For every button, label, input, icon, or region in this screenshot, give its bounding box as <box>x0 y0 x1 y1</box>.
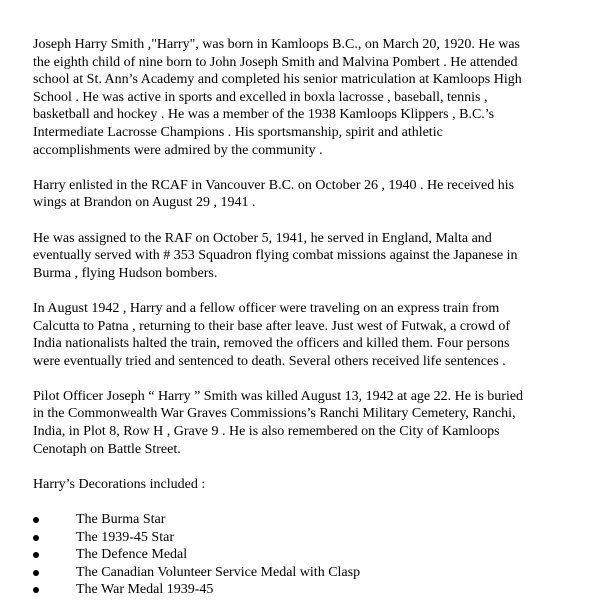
list-item <box>33 581 583 599</box>
decoration-label: The Burma Star <box>76 512 166 528</box>
document-body <box>33 36 583 599</box>
list-item <box>33 529 583 547</box>
decoration-label: The War Medal 1939-45 <box>76 582 214 598</box>
bullet-icon <box>33 570 39 576</box>
paragraph-burial: Pilot Officer Joseph “ Harry ” Smith was killed August 13, 1942 at age 22. He is buried in the Commonwealth War Graves Commissions’s Ranchi Military Cemetery, Ranchi, India, in Plot 8, Row H , Grave 9 . He is also remembered on the City of Kamloops Cenotaph on Battle Street. <box>33 388 524 457</box>
decoration-label: The 1939-45 Star <box>76 529 174 545</box>
decorations-list <box>33 511 583 599</box>
bullet-icon <box>33 517 39 523</box>
decoration-label: The Canadian Volunteer Service Medal with Clasp <box>76 564 361 580</box>
paragraph-enlistment: Harry enlisted in the RCAF in Vancouver B.C. on October 26 , 1940 . He received his wings at Brandon on August 29 , 1941 . <box>33 177 515 211</box>
bullet-icon <box>33 587 39 593</box>
paragraph-decorations-intro: Harry’s Decorations included : <box>33 476 206 492</box>
list-item <box>33 564 583 582</box>
decoration-label: The Defence Medal <box>76 547 188 563</box>
list-item <box>33 511 583 529</box>
paragraph-raf-service: He was assigned to the RAF on October 5, 1941, he served in England, Malta and eventually served with # 353 Squadron flying combat missions against the Japanese in Burma , flying Hudson bombers. <box>33 230 518 281</box>
paragraph-train-incident: In August 1942 , Harry and a fellow officer were traveling on an express train from Calcutta to Patna , returning to their base after leave. Just west of Futwak, a crowd of India nationalists halted the train, removed the officers and killed them. Four persons were eventually tried and sentenced to death. Several others received life sentences . <box>33 300 511 369</box>
paragraph-biography: Joseph Harry Smith ,"Harry", was born in Kamloops B.C., on March 20, 1920. He was the eighth child of nine born to John Joseph Smith and Malvina Pombert . He attended school at St. Ann’s Academy and completed his senior matriculation at Kamloops High School . He was active in sports and excelled in boxla lacrosse , baseball, tennis , basketball and hockey . He was a member of the 1938 Kamloops Klippers , B.C.’s Intermediate Lacrosse Champions . His sportsmanship, spirit and athletic accomplishments were admired by the community . <box>33 37 522 158</box>
bullet-icon <box>33 552 39 558</box>
list-item <box>33 546 583 564</box>
bullet-icon <box>33 535 39 541</box>
